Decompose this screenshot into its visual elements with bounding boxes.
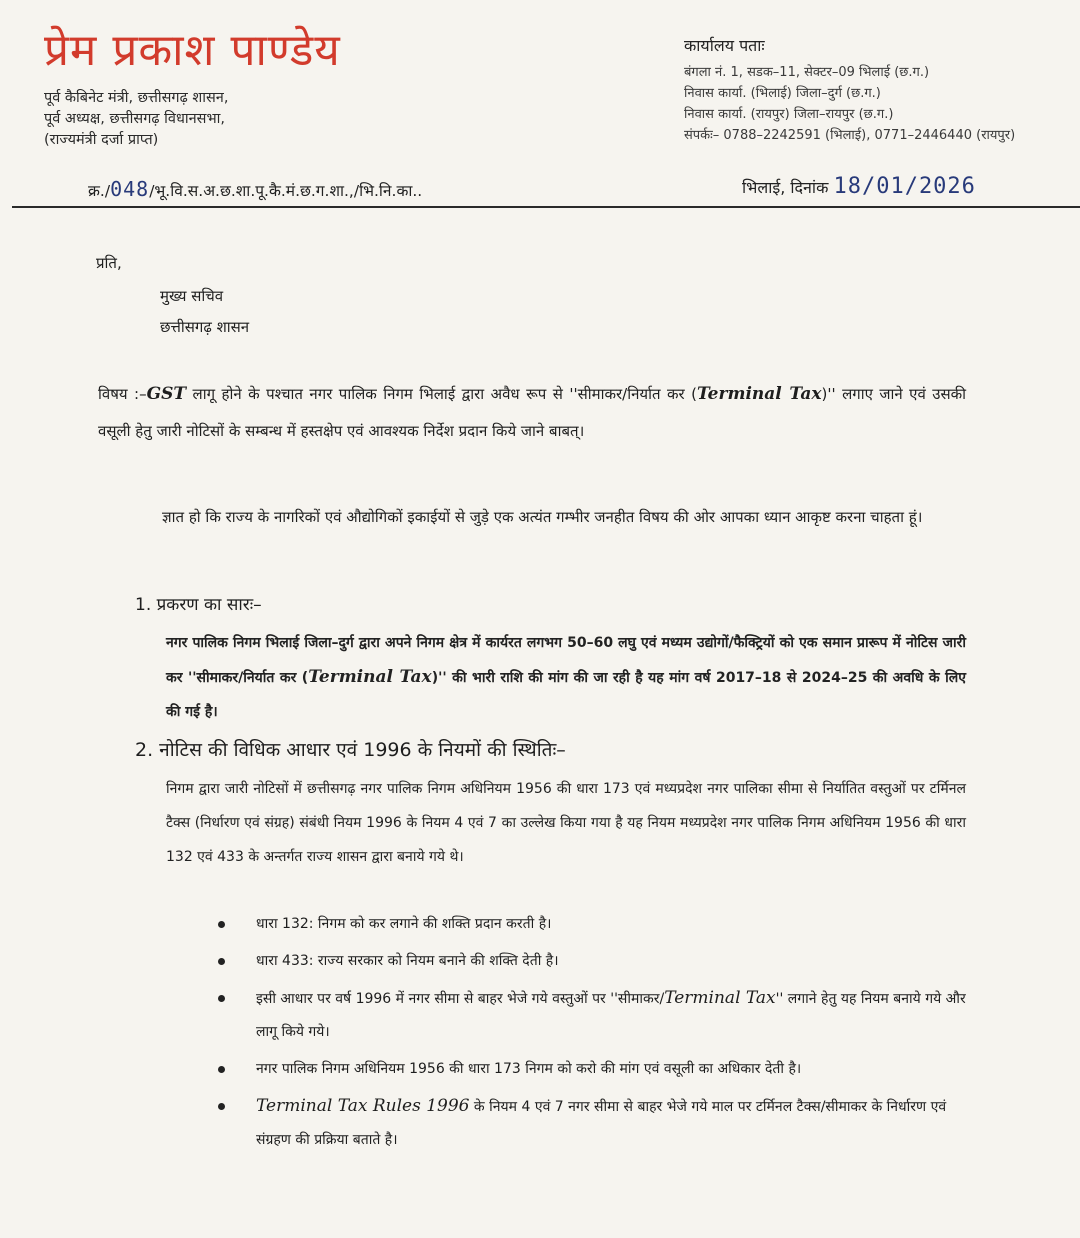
section-text: नगर पालिक निगम भिलाई जिला–दुर्ग द्वारा अपने निगम क्षेत्र में कार्यरत लगभग 50–60 लघु एवं मध्यम उद्योगों/फैक्ट्रियों को एक समान प्रारूप में नोटिस जारी कर ''सीमाकर/निर्यात कर ( [166,635,966,686]
bullet-dot-icon [218,958,225,965]
bullet-text: '' लगाने हेतु यह नियम बनाये गये और लागू किये गये। [256,991,966,1040]
bullet-dot-icon [218,1103,225,1110]
office-line: बंगला नं. 1, सडक–11, सेक्टर–09 भिलाई (छ.ग.) [684,65,930,80]
subject-text: लागू होने के पश्चात नगर पालिक निगम भिलाई द्वारा अवैध रूप से ''सीमाकर/निर्यात कर ( [186,385,697,403]
bullet-text: धारा 433: राज्य सरकार को नियम बनाने की शक्ति देती है। [256,953,559,969]
section-text: )'' की भारी राशि की मांग की जा रही है यह मांग वर्ष 2017–18 से 2024–25 की अवधि के लिए की गई है। [166,670,966,720]
bullet-item [216,908,976,941]
section-paragraph [166,626,966,729]
office-address-block [684,34,1015,146]
bullet-item [216,1090,976,1157]
office-heading: कार्यालय पताः [684,36,765,55]
subject-paragraph [98,376,966,450]
ref-number-handwritten: 048 [110,177,150,201]
office-line: संपर्कः– 0788–2242591 (भिलाई), 0771–2446440 (रायपुर) [684,128,1016,143]
reference-number [88,177,422,201]
designation-line: (राज्यमंत्री दर्जा प्राप्त) [44,132,159,148]
bullet-text: इसी आधार पर वर्ष 1996 में नगर सीमा से बाहर भेजे गये वस्तुओं पर ''सीमाकर/ [256,991,665,1007]
bullet-dot-icon [218,921,225,928]
addressee-line: छत्तीसगढ़ शासन [160,318,250,336]
designation-line: पूर्व अध्यक्ष, छत्तीसगढ़ विधानसभा, [44,111,226,127]
subject-gst: GST [146,384,187,404]
section-heading: 2. नोटिस की विधिक आधार एवं 1996 के नियमों की स्थितिः– [135,739,566,761]
section-terminal-tax: Terminal Tax [308,667,432,687]
subject-terminal-tax: Terminal Tax [696,384,822,404]
letterhead-name: प्रेम प्रकाश पाण्डेय [44,25,341,76]
ref-prefix: क्र./ [88,182,111,200]
office-line: निवास कार्या. (भिलाई) जिला–दुर्ग (छ.ग.) [684,86,881,101]
bullet-list [216,908,976,1161]
bullet-item [216,945,976,978]
addressee-line: मुख्य सचिव [160,287,224,305]
intro-paragraph: ज्ञात हो कि राज्य के नागरिकों एवं औद्योगिकों इकाईयों से जुड़े एक अत्यंत गम्भीर जनहीत विषय की ओर आपका ध्यान आकृष्ट करना चाहता हूं। [162,508,923,526]
prati-label: प्रति, [96,254,122,272]
bullet-text: धारा 132: निगम को कर लगाने की शक्ति प्रदान करती है। [256,916,552,932]
section-heading: 1. प्रकरण का सारः– [135,595,262,615]
ref-suffix: /भू.वि.स.अ.छ.शा.पू.कै.मं.छ.ग.शा.,/भि.नि.का.. [149,182,423,200]
subject-label: विषय :– [98,385,147,403]
bullet-item [216,1053,976,1086]
bullet-terminal-tax: Terminal Tax [664,988,776,1008]
bullet-dot-icon [218,1066,225,1073]
bullet-item [216,982,976,1049]
date-handwritten: 18/01/2026 [833,174,976,199]
date-label: भिलाई, दिनांक [742,178,829,197]
subject-text: )'' लगाए जाने एवं उसकी वसूली हेतु जारी नोटिसों के सम्बन्ध में हस्तक्षेप एवं आवश्यक निर्देश प्रदान किये जाने बाबत्। [98,385,967,440]
section-paragraph: निगम द्वारा जारी नोटिसों में छत्तीसगढ़ नगर पालिक निगम अधिनियम 1956 की धारा 173 एवं मध्यप्रदेश नगर पालिका सीमा से निर्यातित वस्तुओं पर टर्मिनल टैक्स (निर्धारण एवं संग्रह) संबंधी नियम 1996 के नियम 4 एवं 7 का उल्लेख किया गया है यह नियम मध्यप्रदेश नगर पालिक निगम अधिनियम 1956 की धारा 132 एवं 433 के अन्तर्गत राज्य शासन द्वारा बनाये गये थे। [166,781,966,865]
date-block [742,174,976,199]
bullet-text: के नियम 4 एवं 7 नगर सीमा से बाहर भेजे गये माल पर टर्मिनल टैक्स/सीमाकर के निर्धारण एवं संग्रहण की प्रक्रिया बताते है। [256,1099,947,1148]
bullet-dot-icon [218,995,225,1002]
bullet-text: नगर पालिक निगम अधिनियम 1956 की धारा 173 निगम को करो की मांग एवं वसूली का अधिकार देती है। [256,1061,802,1077]
designation-line: पूर्व कैबिनेट मंत्री, छत्तीसगढ़ शासन, [44,90,229,106]
reference-divider [12,206,1080,208]
bullet-terminal-tax-rules: Terminal Tax Rules 1996 [256,1096,470,1116]
office-line: निवास कार्या. (रायपुर) जिला–रायपुर (छ.ग.) [684,107,894,122]
designation-block [44,88,228,151]
